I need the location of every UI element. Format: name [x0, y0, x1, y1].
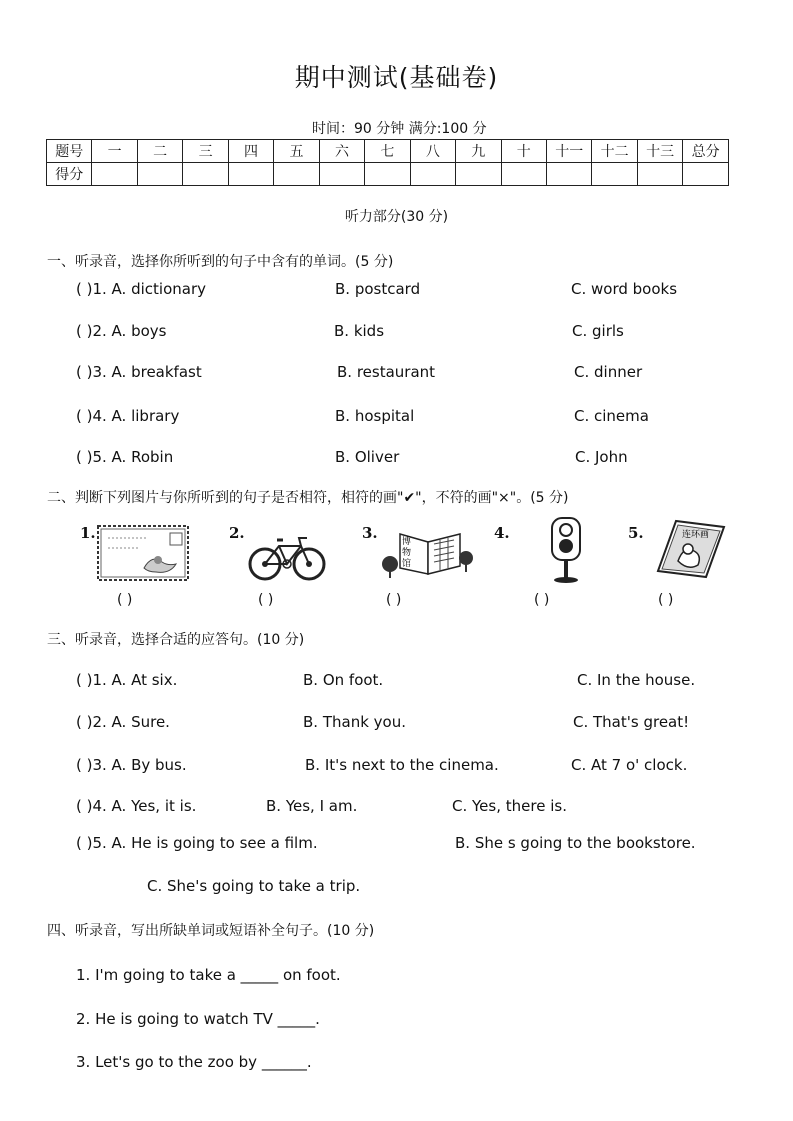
- score-header-cell: 十二: [592, 140, 637, 163]
- museum-sign-text: 博物馆: [402, 537, 412, 569]
- s3-q3-b: B. It's next to the cinema.: [305, 756, 499, 774]
- listening-part-title: 听力部分(30 分): [344, 209, 449, 225]
- answer-blank-1[interactable]: ( ): [117, 592, 133, 608]
- answer-blank-3[interactable]: ( ): [386, 592, 402, 608]
- score-cell[interactable]: [546, 163, 591, 186]
- score-header-cell: 九: [456, 140, 501, 163]
- s1-q1-c: C. word books: [571, 280, 678, 298]
- s3-q5-c: C. She's going to take a trip.: [147, 877, 361, 895]
- s1-q2-a: ( )2. A. boys: [76, 322, 167, 340]
- s3-q1-a: ( )1. A. At six.: [76, 671, 178, 689]
- score-cell[interactable]: [410, 163, 455, 186]
- score-header-cell: 一: [92, 140, 137, 163]
- score-header-row: [47, 140, 729, 163]
- score-header-cell: 八: [410, 140, 455, 163]
- s3-q3-c: C. At 7 o' clock.: [571, 756, 688, 774]
- score-cell[interactable]: [319, 163, 364, 186]
- s1-q2-c: C. girls: [572, 322, 624, 340]
- s1-q2-b: B. kids: [334, 322, 385, 340]
- picture-2-number: 2.: [229, 524, 245, 542]
- score-cell[interactable]: [228, 163, 273, 186]
- s3-q1-b: B. On foot.: [303, 671, 384, 689]
- s1-q5-b: B. Oliver: [335, 448, 400, 466]
- s3-q4-b: B. Yes, I am.: [266, 797, 358, 815]
- score-cell[interactable]: [92, 163, 137, 186]
- score-cell[interactable]: [637, 163, 682, 186]
- score-cell[interactable]: [456, 163, 501, 186]
- section3-heading: 三、听录音，选择合适的应答句。(10 分): [47, 632, 305, 648]
- magazine-sign-text: 连环画: [682, 530, 710, 540]
- picture-1-number: 1.: [80, 524, 96, 542]
- s1-q5-a: ( )5. A. Robin: [76, 448, 174, 466]
- score-header-label: 题号: [47, 140, 92, 163]
- museum-icon: [380, 528, 476, 582]
- section2-heading: 二、判断下列图片与你所听到的句子是否相符，相符的画"✔"，不符的画"×"。(5 分): [47, 490, 569, 506]
- s1-q5-c: C. John: [575, 448, 628, 466]
- score-cell[interactable]: [274, 163, 319, 186]
- page-title: 期中测试(基础卷): [294, 63, 499, 92]
- score-header-cell: 十: [501, 140, 546, 163]
- score-cell[interactable]: [592, 163, 637, 186]
- score-cell[interactable]: [365, 163, 410, 186]
- score-table: [46, 139, 729, 186]
- s3-q3-a: ( )3. A. By bus.: [76, 756, 187, 774]
- score-header-cell: 总分: [683, 140, 729, 163]
- s3-q4-c: C. Yes, there is.: [452, 797, 567, 815]
- s4-sentence-2: 2. He is going to watch TV _____.: [76, 1010, 320, 1028]
- s3-q2-c: C. That's great!: [573, 713, 690, 731]
- s4-sentence-1: 1. I'm going to take a _____ on foot.: [76, 966, 341, 984]
- s1-q4-a: ( )4. A. library: [76, 407, 180, 425]
- exam-info: 时间：90 分钟 满分:100 分: [312, 121, 487, 137]
- s3-q5-a: ( )5. A. He is going to see a film.: [76, 834, 318, 852]
- magazine-icon: [654, 517, 726, 579]
- picture-3-number: 3.: [362, 524, 378, 542]
- score-header-cell: 十三: [637, 140, 682, 163]
- bicycle-icon: [247, 532, 327, 582]
- score-header-cell: 四: [228, 140, 273, 163]
- score-header-cell: 七: [365, 140, 410, 163]
- picture-4-number: 4.: [494, 524, 510, 542]
- s3-q1-c: C. In the house.: [577, 671, 696, 689]
- score-cell[interactable]: [683, 163, 729, 186]
- score-cell[interactable]: [137, 163, 182, 186]
- score-cell[interactable]: [501, 163, 546, 186]
- score-header-cell: 六: [319, 140, 364, 163]
- score-header-cell: 二: [137, 140, 182, 163]
- s1-q3-a: ( )3. A. breakfast: [76, 363, 202, 381]
- s1-q1-b: B. postcard: [335, 280, 421, 298]
- s1-q4-b: B. hospital: [335, 407, 415, 425]
- s1-q3-b: B. restaurant: [337, 363, 436, 381]
- picture-5-number: 5.: [628, 524, 644, 542]
- score-header-cell: 十一: [546, 140, 591, 163]
- s3-q2-b: B. Thank you.: [303, 713, 406, 731]
- score-row-label: 得分: [47, 163, 92, 186]
- answer-blank-4[interactable]: ( ): [534, 592, 550, 608]
- section4-heading: 四、听录音，写出所缺单词或短语补全句子。(10 分): [47, 923, 375, 939]
- score-row: [47, 163, 729, 186]
- score-cell[interactable]: [183, 163, 228, 186]
- s3-q5-b: B. She s going to the bookstore.: [455, 834, 696, 852]
- section1-heading: 一、听录音，选择你所听到的句子中含有的单词。(5 分): [47, 254, 394, 270]
- score-header-cell: 五: [274, 140, 319, 163]
- s3-q4-a: ( )4. A. Yes, it is.: [76, 797, 197, 815]
- s1-q4-c: C. cinema: [574, 407, 649, 425]
- s1-q3-c: C. dinner: [574, 363, 643, 381]
- postcard-icon: [96, 524, 190, 582]
- s4-sentence-3: 3. Let's go to the zoo by ______.: [76, 1053, 312, 1071]
- s3-q2-a: ( )2. A. Sure.: [76, 713, 170, 731]
- traffic-light-icon: [546, 514, 586, 586]
- answer-blank-5[interactable]: ( ): [658, 592, 674, 608]
- answer-blank-2[interactable]: ( ): [258, 592, 274, 608]
- score-header-cell: 三: [183, 140, 228, 163]
- s1-q1-a: ( )1. A. dictionary: [76, 280, 206, 298]
